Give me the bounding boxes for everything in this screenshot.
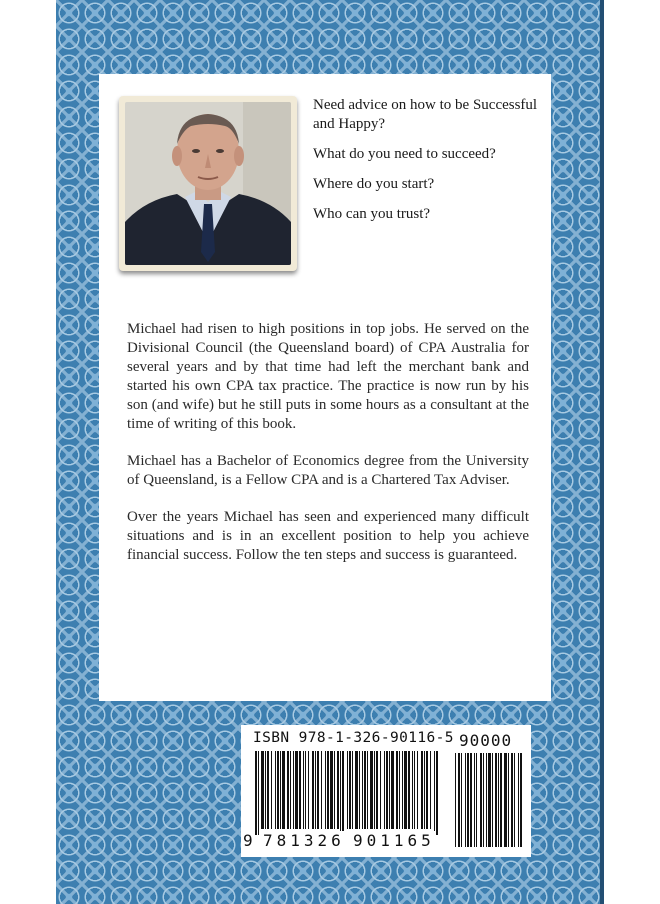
barcode-stripe — [424, 751, 425, 829]
barcode-stripe — [465, 753, 466, 847]
barcode-stripe — [312, 751, 314, 829]
barcode-stripe — [414, 751, 415, 829]
barcode-stripe — [391, 751, 394, 829]
barcode-stripe — [265, 751, 266, 829]
bio-paragraph-2: Michael has a Bachelor of Economics degree from the University of Queensland, is a Fellow CPA and is a Chartered Tax Adviser. — [127, 453, 529, 488]
barcode-stripe — [520, 753, 522, 847]
barcode-stripe — [408, 751, 410, 829]
barcode-stripe — [498, 753, 499, 847]
barcode-stripe — [267, 751, 269, 829]
barcode-stripe — [389, 751, 390, 829]
author-photo-frame — [119, 96, 297, 271]
barcode-stripe — [282, 751, 285, 829]
barcode-stripe — [349, 751, 351, 829]
barcode-stripe — [374, 751, 375, 829]
barcode-stripe — [430, 751, 431, 829]
barcode-left-digits: 781326 — [263, 831, 345, 850]
barcode-stripe — [504, 753, 507, 847]
back-cover — [56, 0, 604, 904]
barcode-stripe — [303, 751, 304, 829]
bio-paragraph-3: Over the years Michael has seen and experienced many difficult situations and is in an excellent position to help you achieve financial success. Follow the ten steps and success is guaranteed. — [127, 509, 529, 563]
barcode-stripe — [455, 753, 456, 847]
barcode-stripe — [480, 753, 482, 847]
barcode-stripe — [330, 751, 333, 829]
cover-edge — [600, 0, 604, 904]
barcode-stripe — [308, 751, 309, 829]
barcode-stripe — [486, 753, 487, 847]
barcode-stripe — [514, 753, 515, 847]
barcode-stripe — [421, 751, 423, 829]
author-photo — [125, 102, 291, 265]
barcode-stripe — [305, 751, 306, 829]
barcode-stripe — [299, 751, 301, 829]
bio-paragraph-1: Michael had risen to high positions in top jobs. He served on the Divisional Council (the Queensland board) of CPA Australia for several years and by that time had left the merchant bank and started his own CPA tax practice. The practice is now run by his son (and wife) but he still puts in some hours as a consultant at the time of writing of this book. — [127, 321, 529, 432]
barcode-stripe — [367, 751, 368, 829]
barcode-stripe — [287, 751, 289, 829]
barcode-stripe — [337, 751, 339, 829]
barcode-stripe — [426, 751, 428, 829]
barcode-stripe — [261, 751, 264, 829]
barcode-stripe — [436, 751, 438, 835]
barcode-stripe — [386, 751, 388, 829]
barcode-stripe — [355, 751, 358, 829]
question-3: Where do you start? — [313, 176, 435, 192]
barcode-stripe — [334, 751, 335, 829]
barcode-stripe — [483, 753, 484, 847]
barcode-stripe — [327, 751, 329, 829]
question-list — [313, 96, 541, 235]
barcode-stripe — [342, 751, 344, 835]
barcode-first-digit: 9 — [243, 831, 253, 850]
price-addon-code: 90000 — [459, 731, 513, 750]
barcode-stripe — [340, 751, 341, 835]
barcode-stripe — [434, 751, 435, 835]
author-portrait-image — [125, 102, 291, 265]
barcode-stripe — [352, 751, 353, 829]
barcode-stripe — [467, 753, 469, 847]
barcode-stripe — [277, 751, 279, 829]
barcode-stripe — [492, 753, 493, 847]
barcode-stripe — [317, 751, 319, 829]
barcode-stripe — [275, 751, 276, 829]
question-2: What do you need to succeed? — [313, 146, 496, 162]
barcode-stripe — [511, 753, 513, 847]
isbn-label: ISBN 978-1-326-90116-5 — [253, 730, 454, 746]
barcode-stripe — [280, 751, 281, 829]
barcode-stripe — [362, 751, 363, 829]
isbn-barcode — [241, 725, 531, 857]
barcode-stripe — [290, 751, 291, 829]
barcode-stripe — [396, 751, 398, 829]
text-panel — [99, 74, 551, 701]
barcode-stripe — [370, 751, 373, 829]
barcode-stripe — [255, 751, 257, 835]
barcode-stripe — [461, 753, 462, 847]
barcode-stripe — [476, 753, 477, 847]
barcode-stripe — [402, 751, 403, 829]
barcode-stripe — [347, 751, 348, 829]
barcode-stripe — [495, 753, 497, 847]
barcode-stripe — [384, 751, 385, 829]
barcode-stripe — [404, 751, 407, 829]
author-bio — [127, 320, 529, 583]
barcode-stripe — [293, 751, 294, 829]
barcode-stripe — [500, 753, 502, 847]
barcode-stripe — [364, 751, 366, 829]
barcode-stripe — [474, 753, 475, 847]
barcode-right-digits: 901165 — [353, 831, 435, 850]
question-1: Need advice on how to be Successful and Happy? — [313, 97, 538, 132]
barcode-stripe — [359, 751, 360, 829]
barcode-stripe — [321, 751, 322, 829]
barcode-stripe — [271, 751, 272, 829]
barcode-stripe — [376, 751, 378, 829]
barcode-stripe — [470, 753, 472, 847]
barcode-stripe — [518, 753, 519, 847]
barcode-stripe — [488, 753, 491, 847]
barcode-stripe — [399, 751, 400, 829]
barcode-stripe — [258, 751, 259, 835]
barcode-stripe — [458, 753, 460, 847]
barcode-stripe — [325, 751, 326, 829]
question-4: Who can you trust? — [313, 206, 431, 222]
barcode-stripe — [295, 751, 298, 829]
barcode-stripe — [417, 751, 418, 829]
barcode-stripe — [508, 753, 509, 847]
barcode-stripe — [412, 751, 413, 829]
barcode-stripe — [380, 751, 381, 829]
barcode-stripe — [315, 751, 316, 829]
